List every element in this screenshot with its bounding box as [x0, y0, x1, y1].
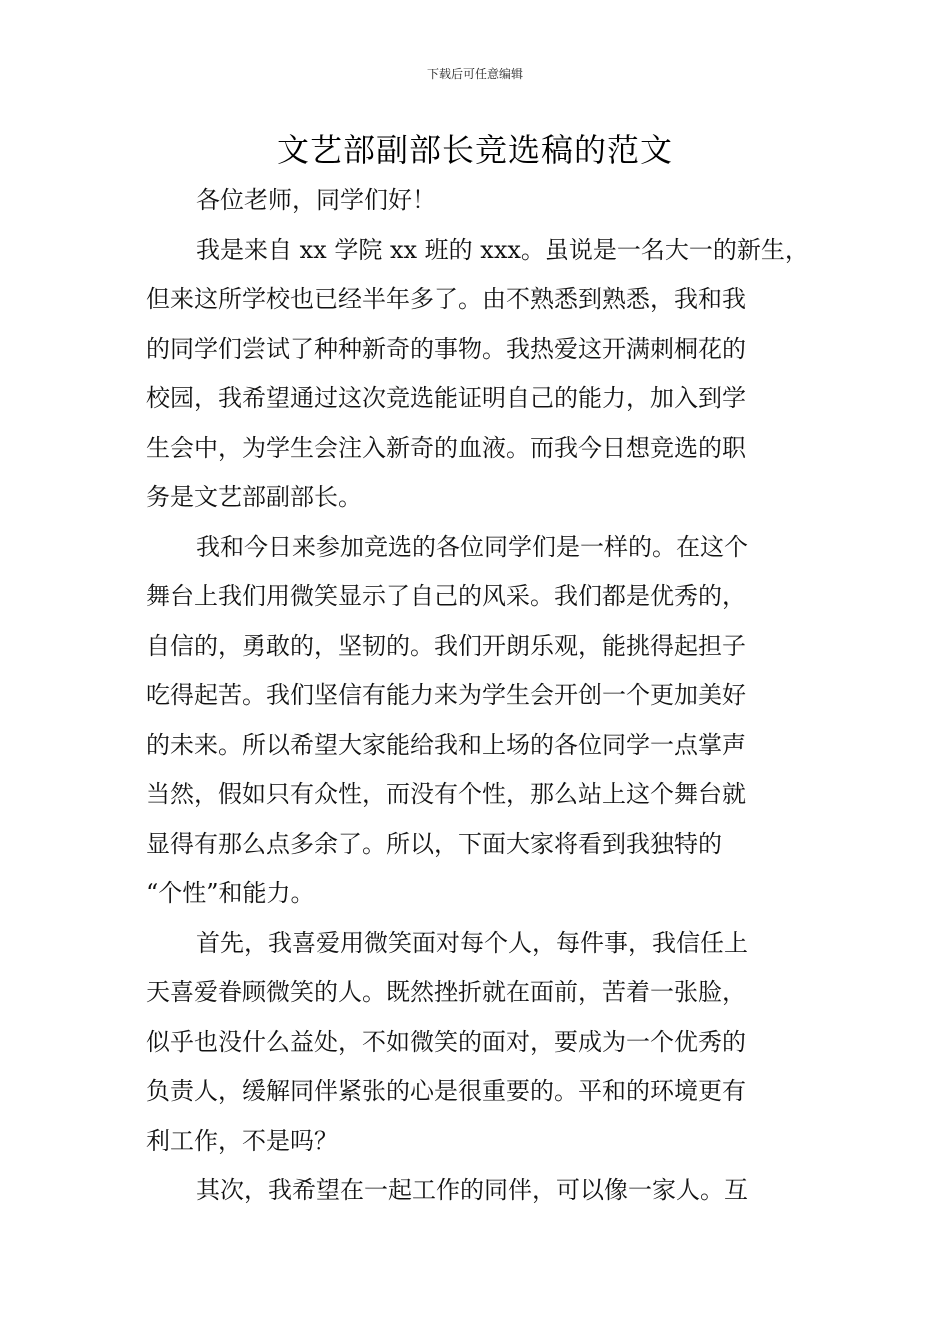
- body-line: 各位老师，同学们好！: [196, 186, 436, 214]
- header-note: 下载后可任意编辑: [426, 67, 523, 81]
- body-line: 的未来。所以希望大家能给我和上场的各位同学一点掌声: [146, 730, 746, 759]
- body-line: “个性”和能力。: [146, 879, 315, 907]
- body-line: 我和今日来参加竞选的各位同学们是一样的。在这个: [196, 532, 748, 561]
- body-line: 的同学们尝试了种种新奇的事物。我热爱这开满刺桐花的: [146, 334, 746, 363]
- body-line: 利工作，不是吗？: [146, 1126, 338, 1155]
- document-body: [146, 176, 810, 1216]
- body-line: 显得有那么点多余了。所以，下面大家将看到我独特的: [146, 829, 722, 858]
- body-line: 负责人，缓解同伴紧张的心是很重要的。平和的环境更有: [146, 1077, 746, 1105]
- page-title: 文艺部副部长竞选稿的范文: [276, 131, 673, 169]
- body-line: 其次，我希望在一起工作的同伴，可以像一家人。互: [196, 1176, 748, 1204]
- body-line: 我是来自 xx 学院 xx 班的 xxx。虽说是一名大一的新生，: [196, 235, 809, 264]
- body-line: 但来这所学校也已经半年多了。由不熟悉到熟悉，我和我: [146, 285, 746, 313]
- body-line: 当然，假如只有众性，而没有个性，那么站上这个舞台就: [146, 780, 746, 808]
- body-line: 校园，我希望通过这次竞选能证明自己的能力，加入到学: [146, 384, 746, 412]
- body-line: 舞台上我们用微笑显示了自己的风采。我们都是优秀的，: [146, 582, 746, 610]
- body-line: 生会中，为学生会注入新奇的血液。而我今日想竞选的职: [146, 433, 746, 462]
- body-line: 务是文艺部副部长。: [146, 483, 362, 511]
- body-line: 吃得起苦。我们坚信有能力来为学生会开创一个更加美好: [146, 681, 746, 709]
- body-line: 自信的，勇敢的，坚韧的。我们开朗乐观，能挑得起担子: [146, 631, 746, 660]
- body-line: 天喜爱眷顾微笑的人。既然挫折就在面前，苦着一张脸，: [146, 978, 746, 1006]
- body-line: 首先，我喜爱用微笑面对每个人，每件事，我信任上: [196, 928, 748, 957]
- body-line: 似乎也没什么益处，不如微笑的面对，要成为一个优秀的: [146, 1027, 746, 1056]
